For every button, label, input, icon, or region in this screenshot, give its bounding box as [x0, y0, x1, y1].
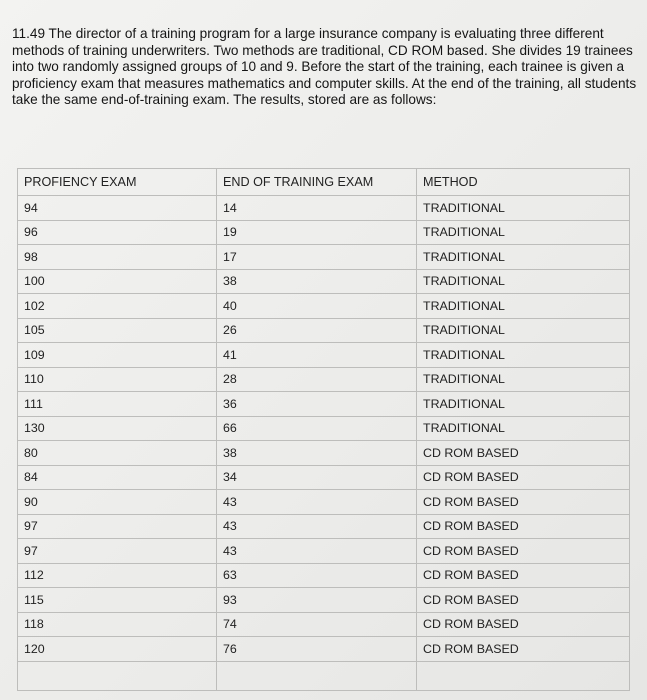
- cell-method: CD ROM BASED: [417, 612, 630, 637]
- cell-proficiency-exam: 109: [18, 343, 217, 368]
- cell-method: CD ROM BASED: [417, 588, 630, 613]
- cell-end-of-training-exam: 17: [217, 245, 417, 270]
- empty-cell: [217, 661, 417, 690]
- cell-end-of-training-exam: 36: [217, 392, 417, 417]
- cell-method: TRADITIONAL: [417, 196, 630, 221]
- problem-statement: 11.49 The director of a training program for a large insurance company is evaluating three different methods of training underwriters. Two methods are traditional, CD ROM based. She divides 19 trainees into two randomly assigned groups of 10 and 9. Before the start of the training, each trainee is given a proficiency exam that measures mathematics and computer skills. At the end of the training, all students take the same end-of-training exam. The results, stored are as follows:: [12, 26, 637, 108]
- cell-proficiency-exam: 80: [18, 441, 217, 466]
- table-row: [18, 441, 630, 466]
- cell-proficiency-exam: 102: [18, 294, 217, 319]
- cell-end-of-training-exam: 38: [217, 269, 417, 294]
- table-row: [18, 637, 630, 662]
- cell-method: CD ROM BASED: [417, 637, 630, 662]
- cell-method: TRADITIONAL: [417, 318, 630, 343]
- table-row: [18, 220, 630, 245]
- cell-end-of-training-exam: 93: [217, 588, 417, 613]
- cell-end-of-training-exam: 66: [217, 416, 417, 441]
- table-row: [18, 269, 630, 294]
- table-row: [18, 367, 630, 392]
- cell-end-of-training-exam: 38: [217, 441, 417, 466]
- table-row: [18, 465, 630, 490]
- cell-method: CD ROM BASED: [417, 465, 630, 490]
- cell-end-of-training-exam: 74: [217, 612, 417, 637]
- cell-proficiency-exam: 94: [18, 196, 217, 221]
- table-row: [18, 392, 630, 417]
- cell-end-of-training-exam: 40: [217, 294, 417, 319]
- cell-proficiency-exam: 100: [18, 269, 217, 294]
- cell-proficiency-exam: 130: [18, 416, 217, 441]
- cell-proficiency-exam: 96: [18, 220, 217, 245]
- cell-end-of-training-exam: 14: [217, 196, 417, 221]
- cell-end-of-training-exam: 76: [217, 637, 417, 662]
- cell-end-of-training-exam: 43: [217, 514, 417, 539]
- cell-proficiency-exam: 110: [18, 367, 217, 392]
- cell-method: TRADITIONAL: [417, 367, 630, 392]
- cell-end-of-training-exam: 41: [217, 343, 417, 368]
- table-row: [18, 612, 630, 637]
- table-body: [18, 196, 630, 691]
- results-table: [17, 168, 630, 691]
- header-method: METHOD: [417, 169, 630, 196]
- table-row: [18, 318, 630, 343]
- table-row: [18, 416, 630, 441]
- cell-method: TRADITIONAL: [417, 269, 630, 294]
- table-row: [18, 294, 630, 319]
- cell-method: TRADITIONAL: [417, 343, 630, 368]
- cell-proficiency-exam: 97: [18, 514, 217, 539]
- table-row: [18, 588, 630, 613]
- table-row: [18, 196, 630, 221]
- cell-end-of-training-exam: 63: [217, 563, 417, 588]
- cell-end-of-training-exam: 43: [217, 539, 417, 564]
- empty-cell: [18, 661, 217, 690]
- cell-end-of-training-exam: 43: [217, 490, 417, 515]
- cell-end-of-training-exam: 34: [217, 465, 417, 490]
- cell-proficiency-exam: 112: [18, 563, 217, 588]
- cell-method: TRADITIONAL: [417, 392, 630, 417]
- header-proficiency-exam: PROFIENCY EXAM: [18, 169, 217, 196]
- cell-method: CD ROM BASED: [417, 441, 630, 466]
- cell-proficiency-exam: 120: [18, 637, 217, 662]
- cell-method: TRADITIONAL: [417, 416, 630, 441]
- cell-method: CD ROM BASED: [417, 539, 630, 564]
- cell-proficiency-exam: 84: [18, 465, 217, 490]
- cell-method: TRADITIONAL: [417, 294, 630, 319]
- cell-proficiency-exam: 90: [18, 490, 217, 515]
- table-row: [18, 539, 630, 564]
- cell-proficiency-exam: 115: [18, 588, 217, 613]
- cell-proficiency-exam: 97: [18, 539, 217, 564]
- cell-proficiency-exam: 111: [18, 392, 217, 417]
- empty-cell: [417, 661, 630, 690]
- cell-method: CD ROM BASED: [417, 514, 630, 539]
- cell-end-of-training-exam: 28: [217, 367, 417, 392]
- cell-proficiency-exam: 105: [18, 318, 217, 343]
- table-row: [18, 245, 630, 270]
- table-header-row: [18, 169, 630, 196]
- empty-table-row: [18, 661, 630, 690]
- header-end-of-training-exam: END OF TRAINING EXAM: [217, 169, 417, 196]
- cell-method: TRADITIONAL: [417, 220, 630, 245]
- cell-method: CD ROM BASED: [417, 563, 630, 588]
- cell-proficiency-exam: 98: [18, 245, 217, 270]
- table-row: [18, 490, 630, 515]
- table-row: [18, 514, 630, 539]
- cell-proficiency-exam: 118: [18, 612, 217, 637]
- cell-method: CD ROM BASED: [417, 490, 630, 515]
- cell-method: TRADITIONAL: [417, 245, 630, 270]
- cell-end-of-training-exam: 19: [217, 220, 417, 245]
- cell-end-of-training-exam: 26: [217, 318, 417, 343]
- table-row: [18, 343, 630, 368]
- table-row: [18, 563, 630, 588]
